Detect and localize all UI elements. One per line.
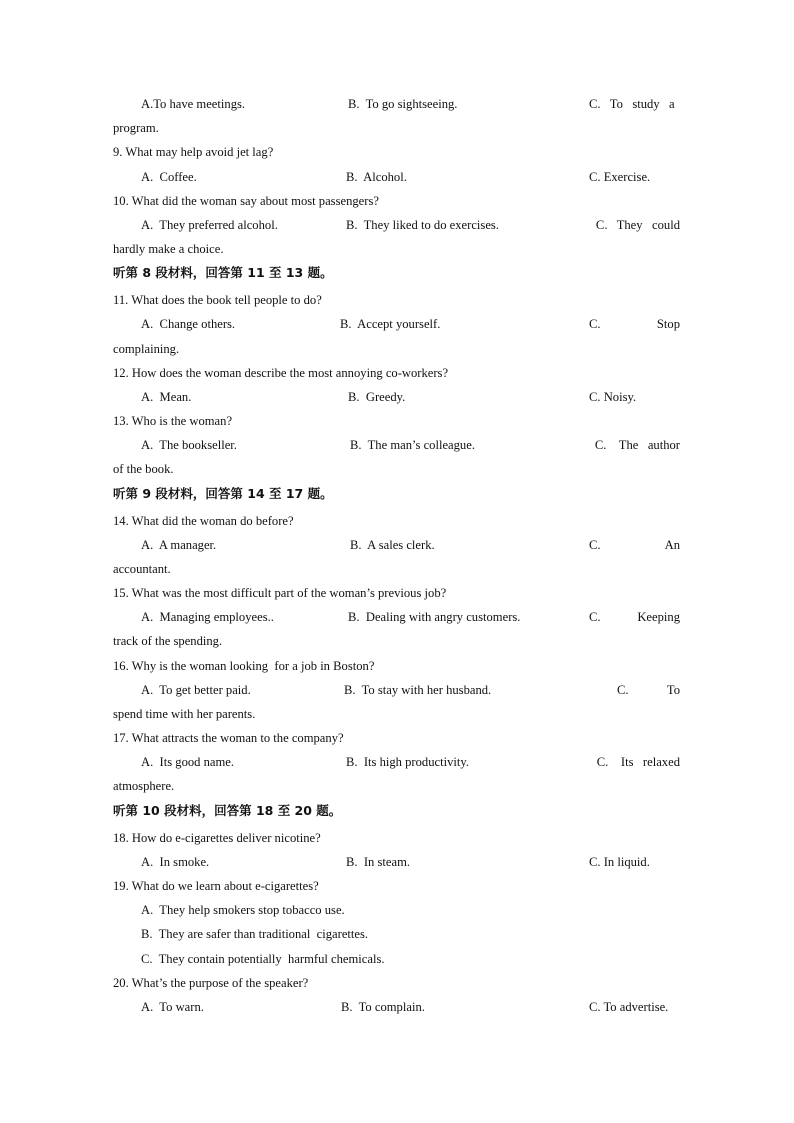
q13-option-c: C. The author	[594, 438, 680, 452]
q11-stem: 11. What does the book tell people to do?	[113, 293, 322, 307]
q9-option-c: C. Exercise.	[589, 170, 651, 184]
q15-option-b: B. Dealing with angry customers.	[348, 610, 521, 624]
q15-option-c-cont: track of the spending.	[113, 634, 223, 648]
q17-option-c-cont: atmosphere.	[113, 779, 175, 793]
q9-option-a: A. Coffee.	[141, 170, 197, 184]
q14-stem: 14. What did the woman do before?	[113, 514, 294, 528]
q9-option-b: B. Alcohol.	[346, 170, 407, 184]
q11-option-a: A. Change others.	[141, 317, 236, 331]
q15-option-c-label: C.	[589, 610, 601, 624]
q15-option-c-word: Keeping	[637, 610, 680, 624]
q12-option-c: C. Noisy.	[589, 390, 637, 404]
section-9-heading: 听第 9 段材料，回答第 14 至 17 题。	[113, 486, 333, 501]
q17-option-b: B. Its high productivity.	[346, 755, 470, 769]
q18-option-c: C. In liquid.	[589, 855, 650, 869]
q16-option-a: A. To get better paid.	[141, 683, 251, 697]
q16-option-c-word: To	[666, 683, 680, 697]
q16-option-c-cont: spend time with her parents.	[113, 707, 256, 721]
q17-stem: 17. What attracts the woman to the company?	[113, 731, 344, 745]
q11-option-c-label: C.	[589, 317, 601, 331]
q14-option-a: A. A manager.	[141, 538, 217, 552]
q19-option-b: B. They are safer than traditional cigarettes.	[141, 927, 369, 941]
q14-option-b: B. A sales clerk.	[350, 538, 435, 552]
q19-option-a: A. They help smokers stop tobacco use.	[141, 903, 345, 917]
q12-option-b: B. Greedy.	[348, 390, 406, 404]
q10-option-c: C. They could	[595, 218, 680, 232]
q16-stem: 16. Why is the woman looking for a job in Boston?	[113, 659, 375, 673]
q9-stem: 9. What may help avoid jet lag?	[113, 145, 274, 159]
q17-option-c: C. Its relaxed	[596, 755, 680, 769]
q18-option-a: A. In smoke.	[141, 855, 210, 869]
q19-option-c: C. They contain potentially harmful chemicals.	[141, 952, 385, 966]
q14-option-c-word: An	[664, 538, 680, 552]
q20-stem: 20. What’s the purpose of the speaker?	[113, 976, 309, 990]
q14-option-c-label: C.	[589, 538, 601, 552]
q20-option-c: C. To advertise.	[589, 1000, 669, 1014]
q18-option-b: B. In steam.	[346, 855, 411, 869]
q12-option-a: A. Mean.	[141, 390, 192, 404]
q11-option-c-cont: complaining.	[113, 342, 180, 356]
q16-option-b: B. To stay with her husband.	[344, 683, 492, 697]
q10-stem: 10. What did the woman say about most passengers?	[113, 194, 379, 208]
q8-option-c: C. To study a	[589, 97, 675, 111]
q15-option-a: A. Managing employees..	[141, 610, 274, 624]
q17-option-a: A. Its good name.	[141, 755, 235, 769]
q10-option-b: B. They liked to do exercises.	[346, 218, 499, 232]
q13-option-a: A. The bookseller.	[141, 438, 237, 452]
q12-stem: 12. How does the woman describe the most annoying co-workers?	[113, 366, 449, 380]
q11-option-c-word: Stop	[656, 317, 680, 331]
section-10-heading: 听第 10 段材料，回答第 18 至 20 题。	[113, 803, 342, 818]
q18-stem: 18. How do e-cigarettes deliver nicotine?	[113, 831, 321, 845]
q13-stem: 13. Who is the woman?	[113, 414, 233, 428]
q20-option-a: A. To warn.	[141, 1000, 204, 1014]
q20-option-b: B. To complain.	[341, 1000, 425, 1014]
q10-option-c-cont: hardly make a choice.	[113, 242, 224, 256]
q16-option-c-label: C.	[617, 683, 629, 697]
q8-option-c-cont: program.	[113, 121, 159, 135]
section-8-heading: 听第 8 段材料，回答第 11 至 13 题。	[113, 265, 333, 280]
q8-option-b: B. To go sightseeing.	[348, 97, 458, 111]
q10-option-a: A. They preferred alcohol.	[141, 218, 278, 232]
q15-stem: 15. What was the most difficult part of the woman’s previous job?	[113, 586, 447, 600]
q13-option-b: B. The man’s colleague.	[350, 438, 475, 452]
q19-stem: 19. What do we learn about e-cigarettes?	[113, 879, 319, 893]
q14-option-c-cont: accountant.	[113, 562, 171, 576]
q13-option-c-cont: of the book.	[113, 462, 174, 476]
q11-option-b: B. Accept yourself.	[340, 317, 441, 331]
q8-option-a: A.To have meetings.	[141, 97, 246, 111]
